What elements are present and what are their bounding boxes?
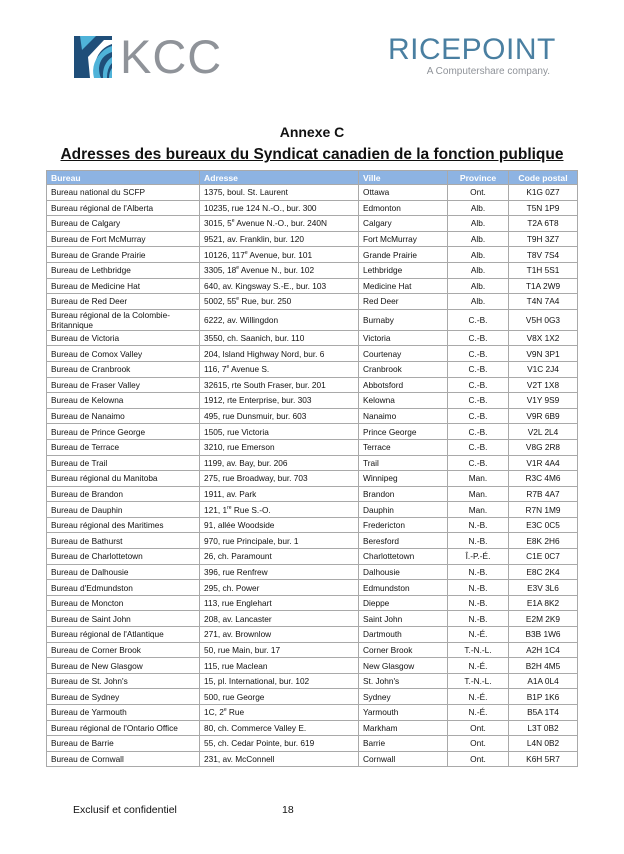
cell-province: C.-B. <box>448 377 509 393</box>
cell-province: C.-B. <box>448 455 509 471</box>
cell-province: Alb. <box>448 216 509 232</box>
cell-bureau: Bureau de Dauphin <box>47 502 200 518</box>
cell-code-postal: B1P 1K6 <box>509 689 578 705</box>
column-header-adresse: Adresse <box>200 171 359 185</box>
kcc-mark-icon <box>74 36 112 78</box>
table-row <box>47 486 578 502</box>
cell-ville: Markham <box>359 720 448 736</box>
table-row <box>47 720 578 736</box>
cell-adresse: 80, ch. Commerce Valley E. <box>200 720 359 736</box>
cell-adresse: 3015, 5e Avenue N.-O., bur. 240N <box>200 216 359 232</box>
cell-ville: Corner Brook <box>359 642 448 658</box>
cell-ville: Nanaimo <box>359 408 448 424</box>
cell-adresse: 113, rue Englehart <box>200 595 359 611</box>
cell-code-postal: R7B 4A7 <box>509 486 578 502</box>
cell-code-postal: B3B 1W6 <box>509 627 578 643</box>
table-row <box>47 611 578 627</box>
table-row <box>47 517 578 533</box>
cell-adresse: 1199, av. Bay, bur. 206 <box>200 455 359 471</box>
cell-adresse: 500, rue George <box>200 689 359 705</box>
cell-code-postal: C1E 0C7 <box>509 549 578 565</box>
table-row <box>47 185 578 201</box>
cell-ville: Edmundston <box>359 580 448 596</box>
cell-adresse: 271, av. Brownlow <box>200 627 359 643</box>
page-number: 18 <box>282 804 294 816</box>
table-row <box>47 262 578 278</box>
cell-province: C.-B. <box>448 424 509 440</box>
cell-adresse: 50, rue Main, bur. 17 <box>200 642 359 658</box>
cell-province: Ont. <box>448 736 509 752</box>
cell-province: C.-B. <box>448 439 509 455</box>
cell-bureau: Bureau de Red Deer <box>47 294 200 310</box>
ricepoint-logo-name: RICEPOINT <box>388 33 556 66</box>
table-row <box>47 549 578 565</box>
kcc-logo-text: KCC <box>120 30 223 83</box>
cell-ville: Brandon <box>359 486 448 502</box>
table-row <box>47 564 578 580</box>
cell-adresse: 115, rue Maclean <box>200 658 359 674</box>
cell-bureau: Bureau de Nanaimo <box>47 408 200 424</box>
cell-adresse: 3550, ch. Saanich, bur. 110 <box>200 330 359 346</box>
cell-ville: Calgary <box>359 216 448 232</box>
cell-province: C.-B. <box>448 393 509 409</box>
cell-adresse: 204, Island Highway Nord, bur. 6 <box>200 346 359 362</box>
cell-code-postal: T1A 2W9 <box>509 278 578 294</box>
cell-province: N.-É. <box>448 658 509 674</box>
cell-adresse: 32615, rte South Fraser, bur. 201 <box>200 377 359 393</box>
cell-adresse: 26, ch. Paramount <box>200 549 359 565</box>
cell-bureau: Bureau de Brandon <box>47 486 200 502</box>
table-row <box>47 346 578 362</box>
cell-adresse: 55, ch. Cedar Pointe, bur. 619 <box>200 736 359 752</box>
cell-province: N.-É. <box>448 705 509 721</box>
cell-code-postal: T2A 6T8 <box>509 216 578 232</box>
cell-code-postal: E1A 8K2 <box>509 595 578 611</box>
cell-ville: Fredericton <box>359 517 448 533</box>
ordinal-suffix: e <box>231 218 235 225</box>
cell-ville: St. John's <box>359 673 448 689</box>
cell-code-postal: T5N 1P9 <box>509 200 578 216</box>
table-row <box>47 751 578 767</box>
cell-adresse: 231, av. McConnell <box>200 751 359 767</box>
cell-adresse: 495, rue Dunsmuir, bur. 603 <box>200 408 359 424</box>
cell-province: Man. <box>448 502 509 518</box>
table-row <box>47 393 578 409</box>
document-title: Adresses des bureaux du Syndicat canadien de la fonction publique <box>60 146 564 163</box>
cell-ville: Ottawa <box>359 185 448 201</box>
table-row <box>47 642 578 658</box>
cell-province: Alb. <box>448 200 509 216</box>
cell-bureau: Bureau régional de l'Atlantique <box>47 627 200 643</box>
cell-province: T.-N.-L. <box>448 673 509 689</box>
cell-bureau: Bureau de Charlottetown <box>47 549 200 565</box>
cell-ville: Kelowna <box>359 393 448 409</box>
cell-adresse: 10126, 117e Avenue, bur. 101 <box>200 247 359 263</box>
cell-ville: Winnipeg <box>359 471 448 487</box>
ricepoint-logo-tagline: A Computershare company. <box>426 66 550 77</box>
table-row <box>47 216 578 232</box>
table-row <box>47 231 578 247</box>
table-row <box>47 330 578 346</box>
cell-province: Alb. <box>448 278 509 294</box>
cell-bureau: Bureau de Kelowna <box>47 393 200 409</box>
cell-adresse: 116, 7e Avenue S. <box>200 361 359 377</box>
cell-bureau: Bureau de Lethbridge <box>47 262 200 278</box>
kcc-logo <box>74 30 223 83</box>
cell-province: Man. <box>448 471 509 487</box>
cell-province: N.-B. <box>448 517 509 533</box>
ordinal-suffix: e <box>236 265 240 272</box>
cell-adresse: 1911, av. Park <box>200 486 359 502</box>
cell-province: N.-B. <box>448 533 509 549</box>
cell-province: N.-É. <box>448 627 509 643</box>
ordinal-suffix: re <box>227 504 232 511</box>
cell-province: Alb. <box>448 247 509 263</box>
cell-bureau: Bureau de Dalhousie <box>47 564 200 580</box>
cell-code-postal: V8G 2R8 <box>509 439 578 455</box>
cell-bureau: Bureau de Grande Prairie <box>47 247 200 263</box>
cell-code-postal: E8C 2K4 <box>509 564 578 580</box>
cell-ville: Medicine Hat <box>359 278 448 294</box>
cell-ville: Red Deer <box>359 294 448 310</box>
cell-bureau: Bureau de Victoria <box>47 330 200 346</box>
ordinal-suffix: e <box>244 249 248 256</box>
table-row <box>47 247 578 263</box>
cell-ville: Sydney <box>359 689 448 705</box>
cell-ville: Dauphin <box>359 502 448 518</box>
cell-province: N.-B. <box>448 595 509 611</box>
column-header-bureau: Bureau <box>47 171 200 185</box>
ordinal-suffix: e <box>236 296 240 303</box>
cell-code-postal: V1R 4A4 <box>509 455 578 471</box>
column-header-code-postal: Code postal <box>509 171 578 185</box>
table-row <box>47 502 578 518</box>
offices-table <box>46 170 578 767</box>
cell-adresse: 1C, 2e Rue <box>200 705 359 721</box>
cell-bureau: Bureau de New Glasgow <box>47 658 200 674</box>
cell-province: Man. <box>448 486 509 502</box>
cell-code-postal: V1Y 9S9 <box>509 393 578 409</box>
cell-province: Alb. <box>448 294 509 310</box>
cell-province: N.-B. <box>448 580 509 596</box>
cell-bureau: Bureau de Prince George <box>47 424 200 440</box>
cell-code-postal: V2T 1X8 <box>509 377 578 393</box>
cell-ville: Dalhousie <box>359 564 448 580</box>
cell-code-postal: V8X 1X2 <box>509 330 578 346</box>
cell-adresse: 121, 1re Rue S.-O. <box>200 502 359 518</box>
cell-bureau: Bureau régional de l'Alberta <box>47 200 200 216</box>
cell-ville: Grande Prairie <box>359 247 448 263</box>
cell-adresse: 9521, av. Franklin, bur. 120 <box>200 231 359 247</box>
cell-bureau: Bureau de Comox Valley <box>47 346 200 362</box>
cell-code-postal: E8K 2H6 <box>509 533 578 549</box>
table-row <box>47 455 578 471</box>
cell-province: N.-B. <box>448 564 509 580</box>
cell-province: C.-B. <box>448 361 509 377</box>
cell-bureau: Bureau de Fraser Valley <box>47 377 200 393</box>
cell-code-postal: K6H 5R7 <box>509 751 578 767</box>
cell-province: Alb. <box>448 262 509 278</box>
cell-adresse: 6222, av. Willingdon <box>200 309 359 330</box>
cell-code-postal: E3C 0C5 <box>509 517 578 533</box>
cell-code-postal: V2L 2L4 <box>509 424 578 440</box>
cell-adresse: 640, av. Kingsway S.-E., bur. 103 <box>200 278 359 294</box>
cell-province: Ont. <box>448 185 509 201</box>
cell-bureau: Bureau de Yarmouth <box>47 705 200 721</box>
cell-adresse: 208, av. Lancaster <box>200 611 359 627</box>
cell-ville: Saint John <box>359 611 448 627</box>
cell-province: Alb. <box>448 231 509 247</box>
cell-bureau: Bureau de Trail <box>47 455 200 471</box>
table-row <box>47 377 578 393</box>
cell-bureau: Bureau de Medicine Hat <box>47 278 200 294</box>
cell-ville: Charlottetown <box>359 549 448 565</box>
cell-bureau: Bureau de Corner Brook <box>47 642 200 658</box>
cell-ville: Cornwall <box>359 751 448 767</box>
cell-province: C.-B. <box>448 309 509 330</box>
table-row <box>47 580 578 596</box>
cell-ville: New Glasgow <box>359 658 448 674</box>
cell-bureau: Bureau de Calgary <box>47 216 200 232</box>
cell-code-postal: K1G 0Z7 <box>509 185 578 201</box>
cell-adresse: 295, ch. Power <box>200 580 359 596</box>
cell-adresse: 10235, rue 124 N.-O., bur. 300 <box>200 200 359 216</box>
cell-code-postal: T8V 7S4 <box>509 247 578 263</box>
cell-code-postal: R3C 4M6 <box>509 471 578 487</box>
cell-province: Î.-P.-É. <box>448 549 509 565</box>
cell-adresse: 396, rue Renfrew <box>200 564 359 580</box>
cell-ville: Courtenay <box>359 346 448 362</box>
cell-code-postal: L3T 0B2 <box>509 720 578 736</box>
cell-bureau: Bureau national du SCFP <box>47 185 200 201</box>
cell-bureau: Bureau d'Edmundston <box>47 580 200 596</box>
cell-adresse: 5002, 55e Rue, bur. 250 <box>200 294 359 310</box>
table-row <box>47 658 578 674</box>
cell-bureau: Bureau de Barrie <box>47 736 200 752</box>
cell-bureau: Bureau de Fort McMurray <box>47 231 200 247</box>
column-header-province: Province <box>448 171 509 185</box>
cell-code-postal: A2H 1C4 <box>509 642 578 658</box>
cell-bureau: Bureau de Sydney <box>47 689 200 705</box>
cell-province: C.-B. <box>448 330 509 346</box>
cell-bureau: Bureau régional de la Colombie-Britannique <box>47 309 200 330</box>
cell-province: C.-B. <box>448 346 509 362</box>
ricepoint-logo <box>388 33 556 78</box>
cell-adresse: 1912, rte Enterprise, bur. 303 <box>200 393 359 409</box>
cell-ville: Abbotsford <box>359 377 448 393</box>
cell-ville: Barrie <box>359 736 448 752</box>
cell-ville: Cranbrook <box>359 361 448 377</box>
table-row <box>47 294 578 310</box>
table-row <box>47 705 578 721</box>
cell-bureau: Bureau de Saint John <box>47 611 200 627</box>
cell-code-postal: L4N 0B2 <box>509 736 578 752</box>
cell-adresse: 275, rue Broadway, bur. 703 <box>200 471 359 487</box>
cell-bureau: Bureau régional de l'Ontario Office <box>47 720 200 736</box>
table-row <box>47 309 578 330</box>
cell-adresse: 970, rue Principale, bur. 1 <box>200 533 359 549</box>
cell-ville: Lethbridge <box>359 262 448 278</box>
table-row <box>47 627 578 643</box>
cell-code-postal: A1A 0L4 <box>509 673 578 689</box>
footer-confidential: Exclusif et confidentiel <box>73 804 177 816</box>
cell-adresse: 1375, boul. St. Laurent <box>200 185 359 201</box>
cell-bureau: Bureau de Cranbrook <box>47 361 200 377</box>
table-row <box>47 361 578 377</box>
cell-adresse: 3305, 18e Avenue N., bur. 102 <box>200 262 359 278</box>
cell-bureau: Bureau régional du Manitoba <box>47 471 200 487</box>
cell-province: C.-B. <box>448 408 509 424</box>
table-row <box>47 673 578 689</box>
cell-ville: Yarmouth <box>359 705 448 721</box>
cell-bureau: Bureau de St. John's <box>47 673 200 689</box>
cell-adresse: 91, allée Woodside <box>200 517 359 533</box>
cell-province: T.-N.-L. <box>448 642 509 658</box>
cell-code-postal: E2M 2K9 <box>509 611 578 627</box>
cell-code-postal: T4N 7A4 <box>509 294 578 310</box>
table-body <box>47 185 578 767</box>
cell-bureau: Bureau de Bathurst <box>47 533 200 549</box>
cell-province: N.-É. <box>448 689 509 705</box>
cell-ville: Dartmouth <box>359 627 448 643</box>
table-row <box>47 408 578 424</box>
cell-code-postal: B2H 4M5 <box>509 658 578 674</box>
table-row <box>47 595 578 611</box>
cell-ville: Beresford <box>359 533 448 549</box>
cell-ville: Prince George <box>359 424 448 440</box>
cell-ville: Victoria <box>359 330 448 346</box>
cell-adresse: 1505, rue Victoria <box>200 424 359 440</box>
table-row <box>47 471 578 487</box>
cell-code-postal: E3V 3L6 <box>509 580 578 596</box>
cell-bureau: Bureau de Cornwall <box>47 751 200 767</box>
cell-bureau: Bureau de Moncton <box>47 595 200 611</box>
cell-code-postal: V9R 6B9 <box>509 408 578 424</box>
cell-ville: Fort McMurray <box>359 231 448 247</box>
table-header-row <box>47 171 578 185</box>
cell-code-postal: V1C 2J4 <box>509 361 578 377</box>
annex-label: Annexe C <box>279 124 345 140</box>
ordinal-suffix: e <box>226 364 230 371</box>
cell-code-postal: T9H 3Z7 <box>509 231 578 247</box>
cell-ville: Edmonton <box>359 200 448 216</box>
cell-ville: Dieppe <box>359 595 448 611</box>
table-row <box>47 736 578 752</box>
cell-bureau: Bureau régional des Maritimes <box>47 517 200 533</box>
cell-ville: Trail <box>359 455 448 471</box>
cell-province: N.-B. <box>448 611 509 627</box>
cell-adresse: 3210, rue Emerson <box>200 439 359 455</box>
cell-ville: Burnaby <box>359 309 448 330</box>
cell-bureau: Bureau de Terrace <box>47 439 200 455</box>
table-row <box>47 689 578 705</box>
cell-ville: Terrace <box>359 439 448 455</box>
ordinal-suffix: e <box>223 707 227 714</box>
cell-province: Ont. <box>448 720 509 736</box>
cell-code-postal: V9N 3P1 <box>509 346 578 362</box>
table-row <box>47 200 578 216</box>
cell-code-postal: B5A 1T4 <box>509 705 578 721</box>
cell-code-postal: V5H 0G3 <box>509 309 578 330</box>
cell-province: Ont. <box>448 751 509 767</box>
table-row <box>47 533 578 549</box>
cell-code-postal: R7N 1M9 <box>509 502 578 518</box>
column-header-ville: Ville <box>359 171 448 185</box>
cell-code-postal: T1H 5S1 <box>509 262 578 278</box>
cell-adresse: 15, pl. International, bur. 102 <box>200 673 359 689</box>
table-row <box>47 439 578 455</box>
table-row <box>47 278 578 294</box>
table-row <box>47 424 578 440</box>
